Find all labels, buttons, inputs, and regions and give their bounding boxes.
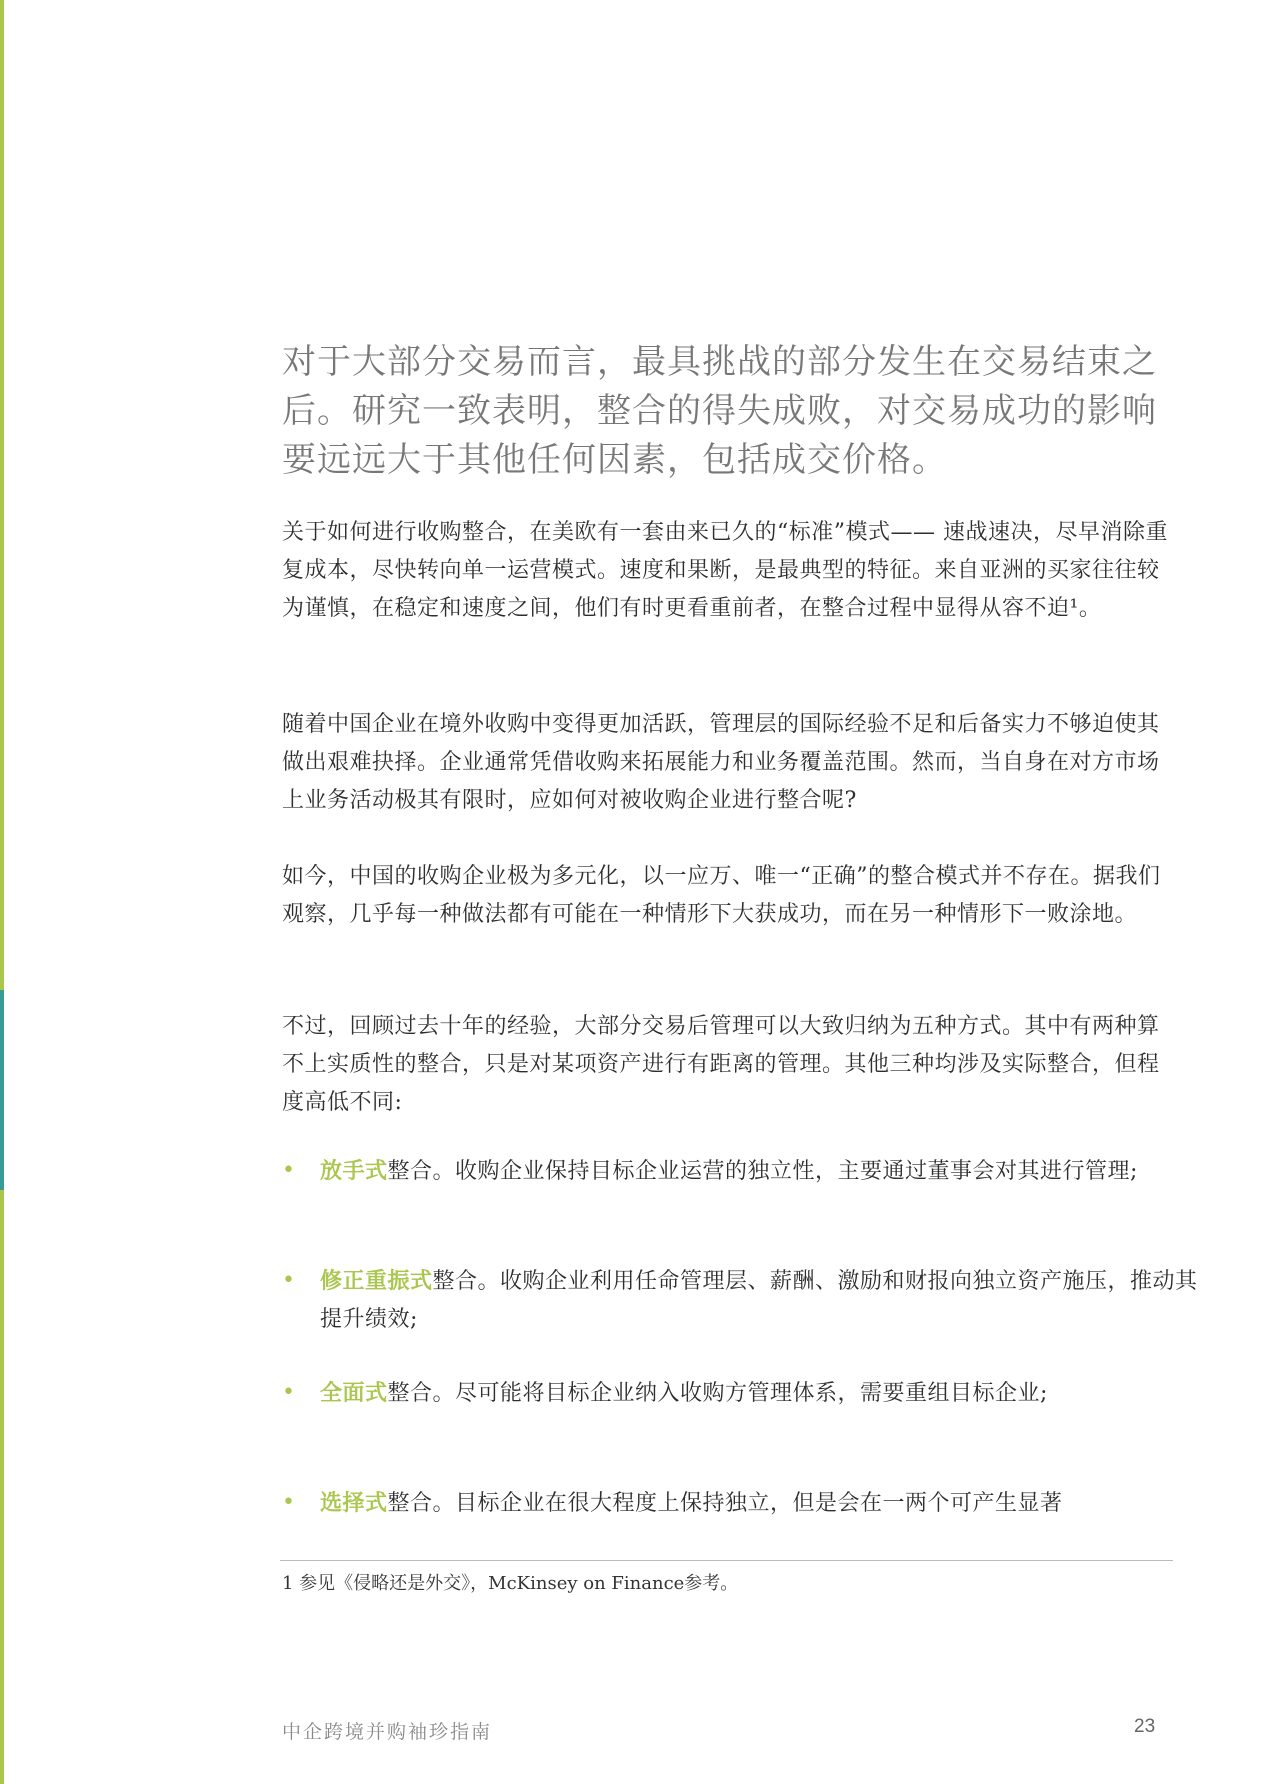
list-item-hands-off: [282, 1152, 1210, 1191]
list-item-keyword: 修正重振式: [320, 1268, 433, 1294]
list-item-keyword: 全面式: [320, 1380, 388, 1406]
list-item-keyword: 放手式: [320, 1158, 388, 1184]
list-item-text: 整合。目标企业在很大程度上保持独立，但是会在一两个可产生显著: [387, 1491, 1063, 1516]
body-paragraph-3: 如今，中国的收购企业极为多元化，以一应万、唯一“正确”的整合模式并不存在。据我们观察，几乎每一种做法都有可能在一种情形下大获成功，而在另一种情形下一败涂地。: [282, 864, 1161, 927]
footnote: 1 参见《侵略还是外交》，McKinsey on Finance参考。: [282, 1573, 739, 1594]
bullet-icon: •: [282, 1268, 296, 1293]
list-item-full: [282, 1374, 1210, 1413]
list-item-text: 整合。尽可能将目标企业纳入收购方管理体系，需要重组目标企业;: [387, 1381, 1048, 1406]
left-edge-bar-green-lower: [0, 1190, 4, 1784]
page-number: 23: [1134, 1716, 1156, 1737]
list-item-selective: [282, 1484, 1210, 1523]
body-paragraph-1: 关于如何进行收购整合，在美欧有一套由来已久的“标准”模式—— 速战速决，尽早消除重复成本，尽快转向单一运营模式。速度和果断，是最典型的特征。来自亚洲的买家往往较为谨慎，在稳定和速度之间，他们有时更看重前者，在整合过程中显得从容不迫¹。: [282, 520, 1168, 621]
body-paragraph-2: 随着中国企业在境外收购中变得更加活跃，管理层的国际经验不足和后备实力不够迫使其做出艰难抉择。企业通常凭借收购来拓展能力和业务覆盖范围。然而，当自身在对方市场上业务活动极其有限时，应如何对被收购企业进行整合呢?: [282, 712, 1160, 813]
list-item-keyword: 选择式: [320, 1490, 388, 1516]
list-item-text: 整合。收购企业利用任命管理层、薪酬、激励和财报向独立资产施压，推动其提升绩效;: [320, 1269, 1198, 1332]
bullet-icon: •: [282, 1158, 296, 1183]
footnote-divider: [280, 1560, 1173, 1561]
intro-pull-quote: 对于大部分交易而言，最具挑战的部分发生在交易结束之后。研究一致表明，整合的得失成败，对交易成功的影响要远远大于其他任何因素，包括成交价格。: [282, 342, 1157, 480]
left-edge-bar-teal: [0, 990, 4, 1190]
bullet-icon: •: [282, 1380, 296, 1405]
list-item-text: 整合。收购企业保持目标企业运营的独立性，主要通过董事会对其进行管理;: [387, 1159, 1138, 1184]
bullet-icon: •: [282, 1490, 296, 1515]
footer-publication-title: 中企跨境并购袖珍指南: [282, 1721, 493, 1743]
list-item-fix-and-revive: [282, 1262, 1210, 1339]
left-edge-bar-green: [0, 0, 4, 990]
body-paragraph-4: 不过，回顾过去十年的经验，大部分交易后管理可以大致归纳为五种方式。其中有两种算不上实质性的整合，只是对某项资产进行有距离的管理。其他三种均涉及实际整合，但程度高低不同:: [282, 1014, 1160, 1115]
